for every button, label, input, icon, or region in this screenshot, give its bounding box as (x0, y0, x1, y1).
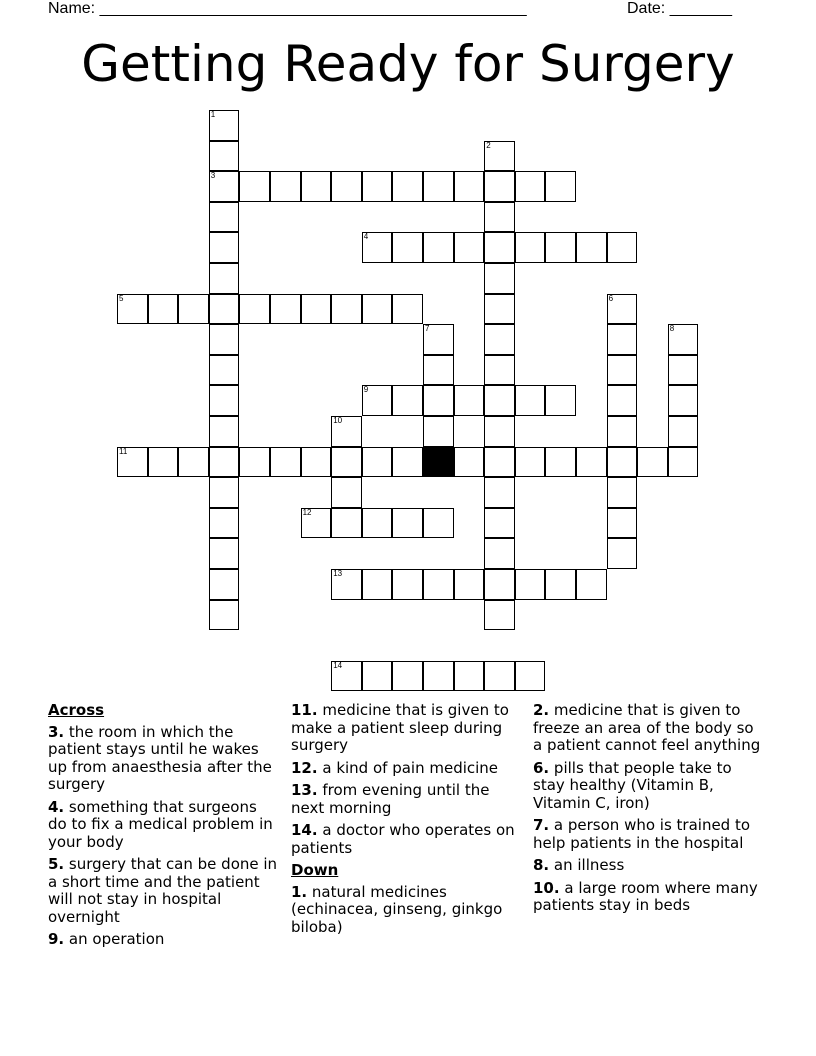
clue-across-4 (48, 799, 280, 852)
grid-cell[interactable] (209, 263, 240, 294)
grid-cell[interactable] (423, 232, 454, 263)
grid-cell[interactable] (423, 661, 454, 692)
cell-number: 7 (425, 324, 430, 334)
grid-cell[interactable] (423, 385, 454, 416)
grid-cell[interactable] (209, 324, 240, 355)
clue-text: something that surgeons do to fix a medical problem in your body (48, 797, 273, 851)
clue-text: from evening until the next morning (291, 781, 490, 817)
grid-cell[interactable] (209, 385, 240, 416)
grid-cell[interactable] (209, 447, 240, 478)
clue-number: 5. (48, 855, 65, 873)
grid-cell[interactable] (484, 171, 515, 202)
grid-cell[interactable] (607, 385, 638, 416)
cell-number: 8 (669, 324, 675, 334)
grid-cell[interactable] (209, 294, 240, 325)
clue-column-3 (533, 702, 763, 920)
grid-cell[interactable] (484, 294, 515, 325)
grid-cell[interactable] (392, 661, 423, 692)
grid-cell[interactable] (301, 294, 332, 325)
grid-cell[interactable] (607, 232, 638, 263)
cell-number: 4 (363, 232, 369, 242)
grid-cell[interactable] (362, 294, 393, 325)
grid-cell[interactable] (484, 263, 515, 294)
clue-column-2 (291, 702, 517, 941)
grid-cell[interactable] (239, 447, 270, 478)
grid-cell[interactable] (423, 508, 454, 539)
grid-cell[interactable] (301, 508, 332, 539)
grid-cell[interactable] (178, 294, 209, 325)
clue-text: a person who is trained to help patients in the hospital (533, 816, 751, 852)
clue-text: medicine that is given to freeze an area of the body so a patient cannot feel anything (533, 701, 761, 754)
cell-number: 6 (608, 293, 614, 303)
grid-cell[interactable] (576, 232, 607, 263)
grid-cell[interactable] (484, 416, 515, 447)
grid-cell[interactable] (484, 600, 515, 631)
clue-text: natural medicines (echinacea, ginseng, ginkgo biloba) (291, 882, 503, 936)
cell-number: 5 (119, 293, 124, 303)
grid-cell[interactable] (209, 416, 240, 447)
grid-cell[interactable] (484, 232, 515, 263)
page-title: Getting Ready for Surgery (81, 35, 735, 93)
grid-cell[interactable] (607, 477, 638, 508)
clue-across-13 (291, 782, 517, 817)
cell-number: 13 (333, 569, 343, 578)
clue-across-14 (291, 822, 517, 857)
grid-cell[interactable] (454, 385, 485, 416)
grid-cell[interactable] (637, 447, 668, 478)
grid-cell[interactable] (668, 447, 699, 478)
grid-cell[interactable] (668, 355, 699, 386)
grid-cell[interactable] (392, 447, 423, 478)
clue-text: pills that people take to stay healthy (Vitamin B, Vitamin C, iron) (533, 758, 732, 812)
grid-cell[interactable] (270, 447, 301, 478)
clue-number: 7. (533, 816, 550, 834)
grid-cell[interactable] (423, 355, 454, 386)
grid-cell[interactable] (331, 661, 362, 692)
grid-cell[interactable] (331, 294, 362, 325)
grid-cell[interactable] (454, 171, 485, 202)
grid-cell[interactable] (270, 294, 301, 325)
grid-cell[interactable] (209, 141, 240, 172)
grid-cell[interactable] (209, 171, 240, 202)
grid-cell[interactable] (607, 324, 638, 355)
cell-number: 2 (486, 140, 491, 150)
clue-text: the room in which the patient stays until he wakes up from anaesthesia after the surgery (48, 722, 272, 793)
grid-cell[interactable] (484, 508, 515, 539)
grid-cell[interactable] (209, 569, 240, 600)
clue-number: 11. (291, 701, 318, 719)
cell-number: 10 (333, 416, 343, 425)
grid-cell[interactable] (423, 416, 454, 447)
grid-cell[interactable] (484, 477, 515, 508)
clue-text: surgery that can be done in a short time and the patient will not stay in hospital overnight (48, 855, 278, 926)
grid-cell[interactable] (331, 447, 362, 478)
clue-text: a large room where many patients stay in beds (533, 878, 758, 914)
cell-number: 9 (363, 385, 369, 395)
grid-cell[interactable] (209, 508, 240, 539)
clue-number: 13. (291, 781, 318, 799)
across-heading: Across (48, 701, 105, 719)
grid-cell[interactable] (545, 385, 576, 416)
grid-cell[interactable] (484, 447, 515, 478)
grid-cell[interactable] (607, 538, 638, 569)
grid-cell[interactable] (607, 416, 638, 447)
clue-down-7 (533, 817, 763, 852)
grid-cell[interactable] (423, 324, 454, 355)
clue-text: medicine that is given to make a patient sleep during surgery (291, 701, 509, 754)
grid-cell[interactable] (607, 447, 638, 478)
grid-cell[interactable] (362, 508, 393, 539)
grid-cell[interactable] (209, 355, 240, 386)
grid-cell[interactable] (362, 661, 393, 692)
grid-cell[interactable] (239, 294, 270, 325)
clue-text: a doctor who operates on patients (291, 821, 515, 857)
grid-cell[interactable] (484, 202, 515, 233)
grid-cell[interactable] (515, 171, 546, 202)
grid-cell[interactable] (545, 171, 576, 202)
grid-cell[interactable] (484, 569, 515, 600)
grid-cell[interactable] (545, 232, 576, 263)
cell-number: 12 (302, 507, 312, 517)
grid-cell[interactable] (484, 324, 515, 355)
clue-number: 2. (533, 701, 550, 719)
blocked-cell (423, 447, 454, 478)
cell-number: 11 (119, 446, 128, 456)
clue-across-9 (48, 931, 280, 949)
grid-cell[interactable] (209, 232, 240, 263)
grid-cell[interactable] (331, 569, 362, 600)
grid-cell[interactable] (209, 600, 240, 631)
grid-cell[interactable] (423, 569, 454, 600)
date-field: Date: _______ (627, 0, 732, 17)
clue-down-8 (533, 857, 763, 875)
grid-cell[interactable] (392, 508, 423, 539)
clue-across-12 (291, 760, 517, 778)
grid-cell[interactable] (454, 447, 485, 478)
grid-cell[interactable] (392, 171, 423, 202)
grid-cell[interactable] (454, 661, 485, 692)
clue-text: an operation (68, 930, 165, 948)
grid-cell[interactable] (362, 232, 393, 263)
grid-cell[interactable] (301, 447, 332, 478)
grid-cell[interactable] (148, 294, 179, 325)
clue-number: 6. (533, 758, 550, 777)
grid-cell[interactable] (392, 385, 423, 416)
clue-number: 3. (48, 722, 65, 741)
grid-cell[interactable] (209, 538, 240, 569)
clue-column-1 (48, 702, 280, 954)
grid-cell[interactable] (668, 416, 699, 447)
clue-number: 1. (291, 882, 308, 901)
grid-cell[interactable] (270, 171, 301, 202)
down-heading: Down (291, 861, 339, 879)
grid-cell[interactable] (117, 447, 148, 478)
clue-number: 8. (533, 856, 550, 874)
clue-across-5 (48, 856, 280, 926)
grid-cell[interactable] (484, 355, 515, 386)
grid-cell[interactable] (178, 447, 209, 478)
clue-number: 14. (291, 821, 318, 839)
grid-cell[interactable] (454, 232, 485, 263)
grid-cell[interactable] (362, 569, 393, 600)
grid-cell[interactable] (515, 661, 546, 692)
clue-down-6 (533, 760, 763, 813)
grid-cell[interactable] (331, 416, 362, 447)
grid-cell[interactable] (117, 294, 148, 325)
grid-cell[interactable] (607, 294, 638, 325)
grid-cell[interactable] (392, 569, 423, 600)
grid-cell[interactable] (576, 447, 607, 478)
clue-across-3 (48, 724, 280, 794)
clue-across-11 (291, 702, 517, 755)
grid-cell[interactable] (484, 385, 515, 416)
grid-cell[interactable] (209, 202, 240, 233)
grid-cell[interactable] (454, 569, 485, 600)
grid-cell[interactable] (331, 508, 362, 539)
grid-cell[interactable] (392, 232, 423, 263)
grid-cell[interactable] (301, 171, 332, 202)
grid-cell[interactable] (331, 171, 362, 202)
grid-cell[interactable] (484, 538, 515, 569)
cell-number: 3 (210, 171, 216, 181)
grid-cell[interactable] (668, 385, 699, 416)
grid-cell[interactable] (484, 141, 515, 172)
cell-number: 1 (210, 110, 216, 119)
clue-number: 12. (291, 758, 318, 777)
grid-cell[interactable] (515, 232, 546, 263)
grid-cell[interactable] (515, 385, 546, 416)
clue-text: an illness (553, 856, 625, 874)
grid-cell[interactable] (484, 661, 515, 692)
clue-number: 4. (48, 797, 65, 816)
clue-number: 10. (533, 878, 560, 897)
grid-cell[interactable] (515, 447, 546, 478)
grid-cell[interactable] (515, 569, 546, 600)
cell-number: 14 (333, 660, 343, 670)
grid-cell[interactable] (545, 569, 576, 600)
clue-down-2 (533, 702, 763, 755)
grid-cell[interactable] (545, 447, 576, 478)
grid-cell[interactable] (209, 110, 240, 141)
clue-text: a kind of pain medicine (322, 758, 499, 777)
grid-cell[interactable] (362, 385, 393, 416)
grid-cell[interactable] (362, 447, 393, 478)
grid-cell[interactable] (668, 324, 699, 355)
grid-cell[interactable] (209, 477, 240, 508)
clue-number: 9. (48, 930, 65, 948)
grid-cell[interactable] (148, 447, 179, 478)
clue-down-10 (533, 880, 763, 915)
grid-cell[interactable] (607, 508, 638, 539)
grid-cell[interactable] (392, 294, 423, 325)
clue-down-1 (291, 884, 517, 937)
grid-cell[interactable] (576, 569, 607, 600)
grid-cell[interactable] (239, 171, 270, 202)
grid-cell[interactable] (331, 477, 362, 508)
grid-cell[interactable] (607, 355, 638, 386)
grid-cell[interactable] (423, 171, 454, 202)
name-field: Name: ________________________________________________ (48, 0, 527, 17)
grid-cell[interactable] (362, 171, 393, 202)
